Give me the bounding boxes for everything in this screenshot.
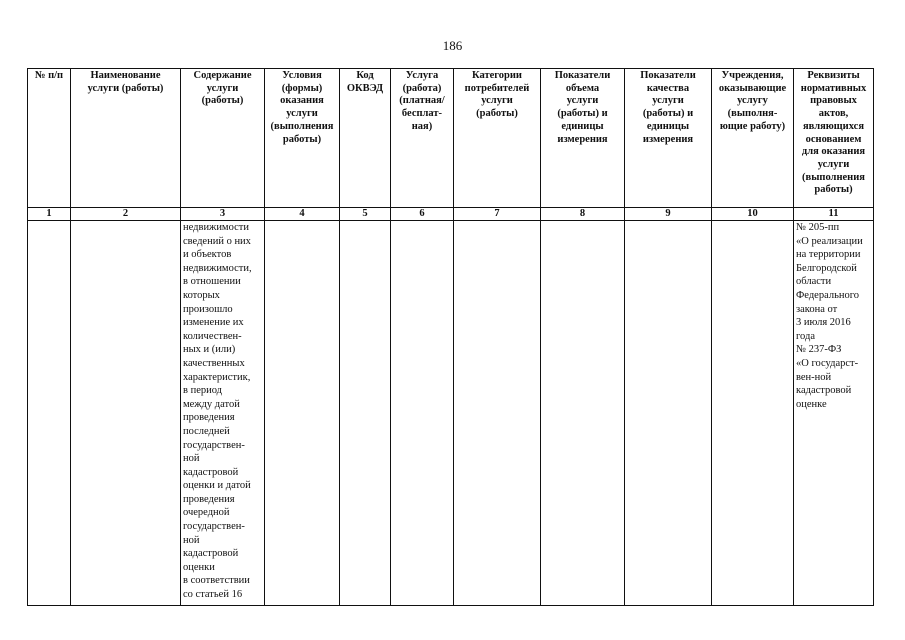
header-number: № п/п [28,69,71,208]
column-number: 8 [541,208,625,221]
column-number: 9 [625,208,712,221]
column-number: 10 [712,208,794,221]
header-service-content: Содержание услуги (работы) [181,69,265,208]
header-service-conditions: Условия (формы) оказания услуги (выполнения работы) [265,69,340,208]
column-number: 5 [340,208,391,221]
header-legal-acts: Реквизиты нормативных правовых актов, являющихся основанием для оказания услуги (выполнения работы) [794,69,874,208]
cell-service-conditions [265,221,340,606]
column-number: 7 [454,208,541,221]
cell-consumer-categories [454,221,541,606]
header-row [28,69,874,208]
cell-institutions [712,221,794,606]
column-number: 6 [391,208,454,221]
cell-service-content: недвижимости сведений о них и объектов недвижимости, в отношении которых произошло изменение их количествен- ных и (или) качественных характеристик, в период между датой проведения последней государствен- ной кадастровой оценки и датой проведения очередной государствен- ной кадастровой оценки в соответствии со статьей 16 [181,221,265,606]
header-quality-indicators: Показатели качества услуги (работы) и единицы измерения [625,69,712,208]
header-volume-indicators: Показатели объема услуги (работы) и единицы измерения [541,69,625,208]
header-consumer-categories: Категории потребителей услуги (работы) [454,69,541,208]
cell-paid-free [391,221,454,606]
cell-legal-acts: № 205-пп «О реализации на территории Белгородской области Федерального закона от 3 июля 2016 года № 237-ФЗ «О государст- вен-ной кадастровой оценке [794,221,874,606]
column-number: 2 [71,208,181,221]
column-number: 1 [28,208,71,221]
column-number: 4 [265,208,340,221]
cell-quality-indicators [625,221,712,606]
cell-volume-indicators [541,221,625,606]
cell-service-name [71,221,181,606]
header-service-name: Наименование услуги (работы) [71,69,181,208]
page-number: 186 [442,38,463,53]
column-number: 11 [794,208,874,221]
header-paid-free: Услуга (работа) (платная/ бесплат- ная) [391,69,454,208]
header-okved-code: Код ОКВЭД [340,69,391,208]
cell-okved-code [340,221,391,606]
header-institutions: Учреждения, оказывающие услугу (выполня- ющие работу) [712,69,794,208]
cell-number [28,221,71,606]
table-row [28,221,874,606]
column-numbers-row [28,208,874,221]
column-number: 3 [181,208,265,221]
services-registry-table [27,68,874,606]
